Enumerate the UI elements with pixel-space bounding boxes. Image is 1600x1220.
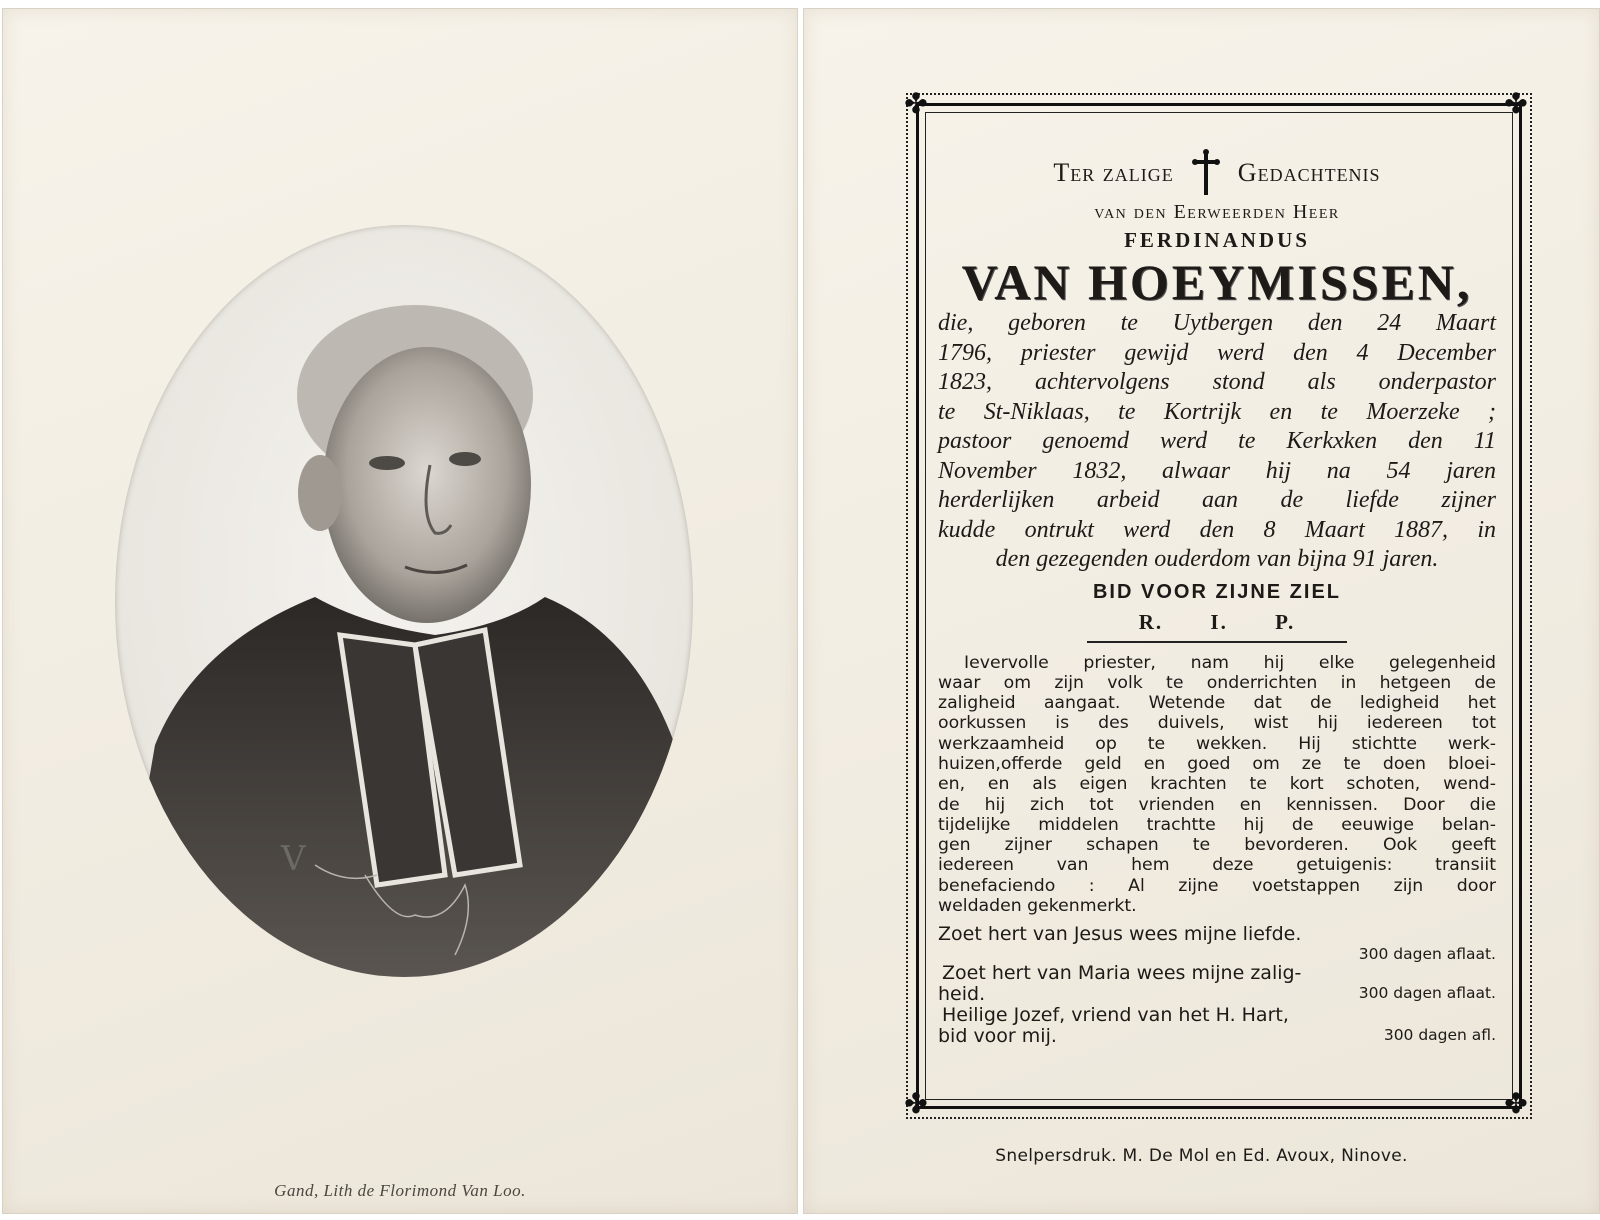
rip-line: R. I. P.: [1138, 609, 1296, 634]
eulogy-line: en, en als eigen krachten te kort schoten, wend-: [938, 774, 1496, 795]
heading-left: Ter zalige: [1053, 158, 1174, 187]
priest-portrait-image: [115, 225, 693, 977]
prayer-line: BID VOOR ZIJNE ZIEL: [1092, 580, 1342, 603]
eulogy-line: benefaciendo : Al zijne voetstappen zijn door: [938, 875, 1496, 896]
ejaculation-maria: Zoet hert van Maria wees mijne zalig-: [942, 962, 1302, 985]
eulogy: [938, 653, 1496, 917]
memorial-text-card: [803, 8, 1600, 1214]
monogram-mark: V: [281, 839, 306, 879]
biography: [938, 309, 1496, 575]
fleur-ornament-icon: ✤: [904, 87, 928, 120]
eulogy-line: tijdelijke middelen trachtte hij de eeuwige belan-: [938, 814, 1496, 835]
eulogy-line: waar om zijn volk te onderrichten in hetgeen de: [938, 672, 1496, 693]
fleur-ornament-icon: ✤: [1504, 1087, 1528, 1120]
indulgence-note: 300 dagen afl.: [1383, 1026, 1496, 1045]
eulogy-line: Ievervolle priester, nam hij elke gelegenheid: [964, 652, 1496, 673]
eulogy-line: iedereen van hem deze getuigenis: transiit: [938, 855, 1496, 876]
bio-line: kudde ontrukt werd den 8 Maart 1887, in: [938, 516, 1496, 543]
bio-line: November 1832, alwaar hij na 54 jaren: [938, 457, 1496, 484]
indulgence-note: 300 dagen aflaat.: [1358, 945, 1496, 964]
divider: [1087, 641, 1347, 643]
given-name: FERDINANDUS: [1124, 228, 1310, 252]
eulogy-line: werkzaamheid op te wekken. Hij stichtte werk-: [938, 733, 1496, 754]
ejaculation-jozef-end: bid voor mij.: [938, 1025, 1057, 1048]
portrait-oval: [115, 225, 693, 977]
fleur-ornament-icon: ✤: [1504, 87, 1528, 120]
eulogy-line: de hij zich tot vrienden en kennissen. Door die: [938, 794, 1496, 815]
memorial-text: [932, 149, 1502, 1047]
lithographer-credit: Gand, Lith de Florimond Van Loo.: [274, 1181, 526, 1200]
eulogy-line: oorkussen is des duivels, wist hij iedereen tot: [938, 713, 1496, 734]
printer-credit: Snelpersdruk. M. De Mol en Ed. Avoux, Ninove.: [995, 1146, 1408, 1166]
ejaculation-maria-end: heid.: [938, 983, 986, 1006]
subheading: van den Eerweerden Heer: [1094, 201, 1340, 223]
eulogy-line: huizen,offerde geld en goed om ze te doen bloei-: [938, 753, 1496, 774]
bio-line: die, geboren te Uytbergen den 24 Maart: [938, 310, 1496, 336]
eulogy-line: zaligheid aangaat. Wetende dat de ledigheid het: [938, 693, 1496, 714]
surname: VAN HOEYMISSEN,: [961, 254, 1473, 310]
fleur-ornament-icon: ✤: [904, 1087, 928, 1120]
ejaculation-jozef: Heilige Jozef, vriend van het H. Hart,: [942, 1004, 1289, 1027]
bio-line: herderlijken arbeid aan de liefde zijner: [938, 487, 1496, 513]
bio-line: 1823, achtervolgens stond als onderpastor: [938, 369, 1496, 395]
portrait-card: [2, 8, 798, 1214]
ejaculation-jozef-continued: [938, 1026, 1496, 1047]
cross-icon: [1192, 149, 1220, 197]
heading: [932, 149, 1502, 197]
indulgence-note: 300 dagen aflaat.: [1358, 984, 1496, 1003]
bio-line: te St-Niklaas, te Kortrijk en te Moerzeke ;: [938, 398, 1496, 425]
ejaculation-jesus: Zoet hert van Jesus wees mijne liefde.: [938, 923, 1302, 946]
bio-line: 1796, priester gewijd werd den 4 December: [938, 339, 1496, 366]
ejaculations: [938, 924, 1496, 1047]
eulogy-line: weldaden gekenmerkt.: [938, 896, 1137, 917]
bio-line: pastoor genoemd werd te Kerkxken den 11: [938, 428, 1496, 454]
eulogy-line: gen zijner schapen te bevorderen. Ook geeft: [938, 835, 1496, 856]
bio-line: den gezegenden ouderdom van bijna 91 jaren.: [995, 546, 1439, 572]
ejaculation-maria-continued: [938, 984, 1496, 1005]
heading-right: Gedachtenis: [1237, 158, 1381, 187]
